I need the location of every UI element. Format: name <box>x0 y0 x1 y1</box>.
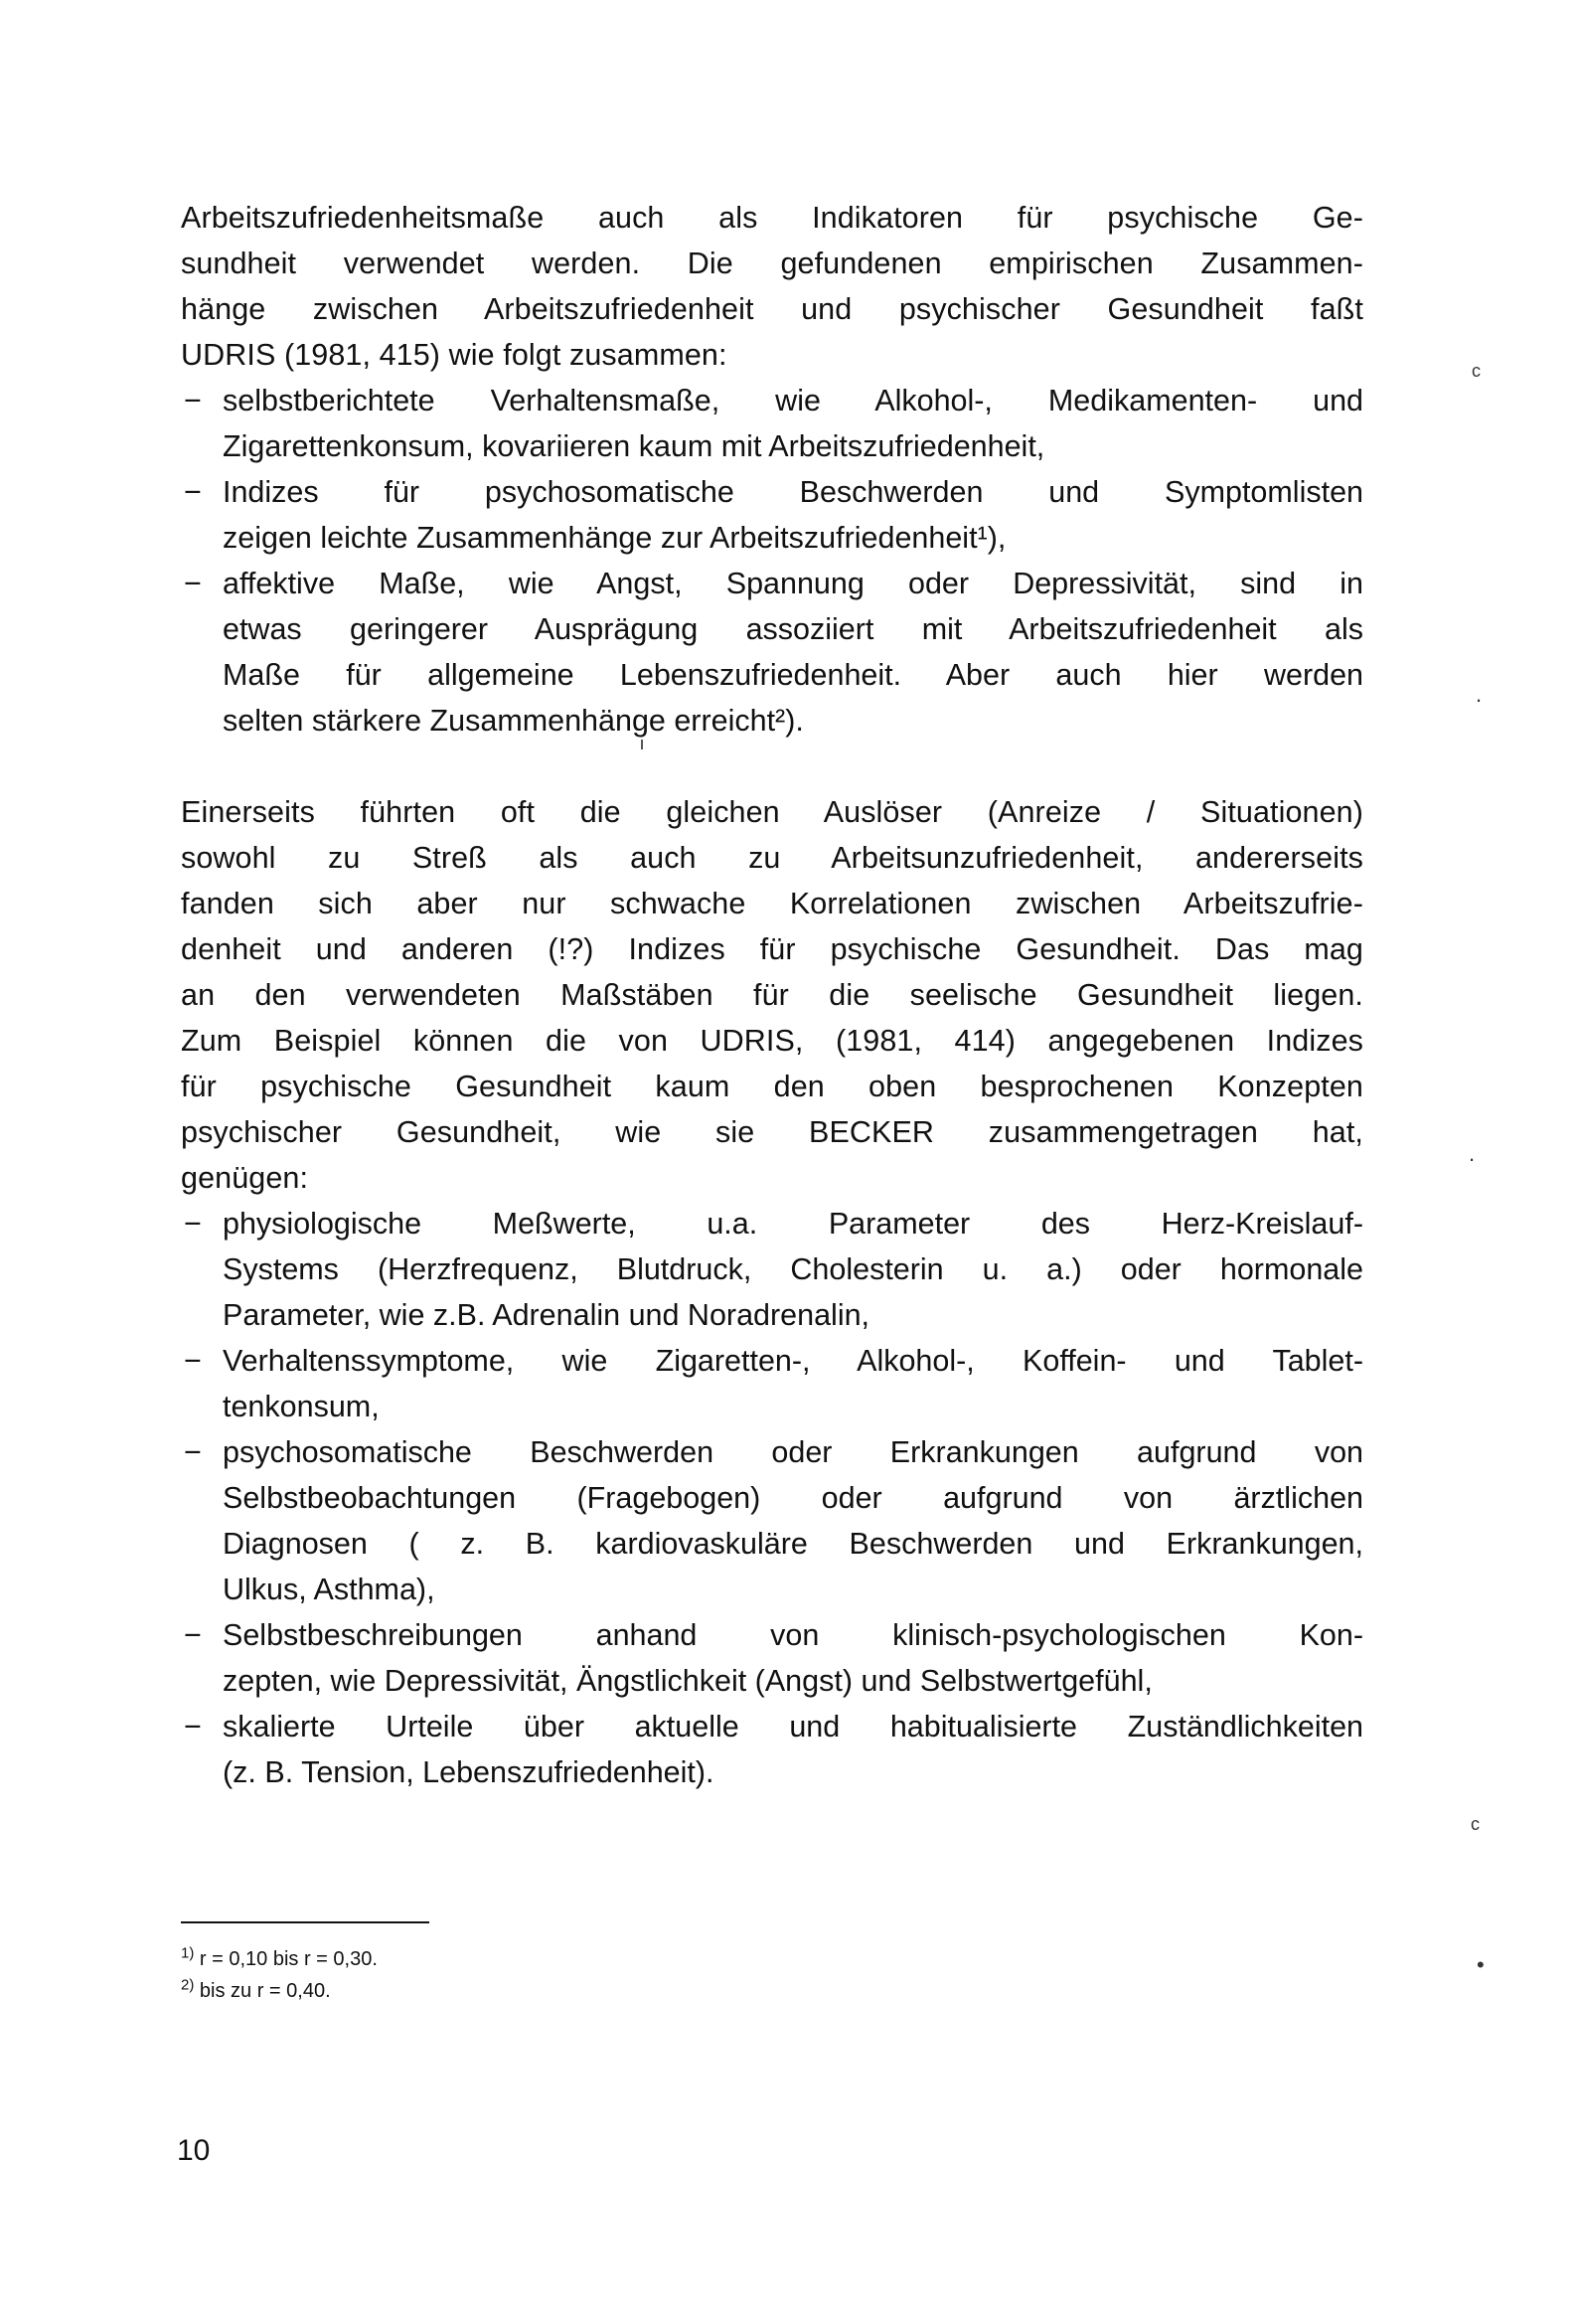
paragraph-2 <box>181 789 1363 1201</box>
list-item-line: Selbstbeobachtungen (Fragebogen) oder aufgrund von ärztlichen <box>223 1481 1363 1515</box>
footnote-text: r = 0,10 bis r = 0,30. <box>199 1948 378 1970</box>
list-item-line: physiologische Meßwerte, u.a. Parameter des Herz-Kreislauf- <box>223 1207 1363 1241</box>
list-dash: − <box>184 1618 202 1652</box>
list-dash: − <box>184 1435 202 1469</box>
paragraph-2-line: denheit und anderen (!?) Indizes für psychische Gesundheit. Das mag <box>181 932 1363 966</box>
list-item <box>181 1338 1363 1429</box>
list-item <box>181 1429 1363 1612</box>
list-dash: − <box>184 567 202 600</box>
paragraph-2-line: fanden sich aber nur schwache Korrelationen zwischen Arbeitszufrie- <box>181 887 1363 920</box>
list-item-line: affektive Maße, wie Angst, Spannung oder Depressivität, sind in <box>223 567 1363 600</box>
paragraph-1-line: hänge zwischen Arbeitszufriedenheit und psychischer Gesundheit faßt <box>181 292 1363 326</box>
list-item-line: Verhaltenssymptome, wie Zigaretten-, Alkohol-, Koffein- und Tablet- <box>223 1344 1363 1378</box>
list-item <box>181 378 1363 469</box>
list-item-line: Parameter, wie z.B. Adrenalin und Noradrenalin, <box>223 1298 870 1332</box>
stray-ink-mark <box>641 740 643 749</box>
list-item-line: Ulkus, Asthma), <box>223 1573 435 1606</box>
list-dash: − <box>184 475 202 509</box>
footnote-separator <box>181 1921 429 1923</box>
paragraph-2-line: Einerseits führten oft die gleichen Auslöser (Anreize / Situationen) <box>181 795 1363 829</box>
footnote-2 <box>181 1975 777 2007</box>
footnote-1 <box>181 1943 777 1975</box>
footnote-block <box>181 1943 777 2007</box>
list-item-line: selbstberichtete Verhaltensmaße, wie Alkohol-, Medikamenten- und <box>223 384 1363 417</box>
page-body <box>181 195 1363 1795</box>
list-item-line: tenkonsum, <box>223 1390 380 1423</box>
margin-mark: . <box>1469 1141 1476 1166</box>
list-item-line: zepten, wie Depressivität, Ängstlichkeit (Angst) und Selbstwertgefühl, <box>223 1664 1153 1698</box>
list-dash: − <box>184 1207 202 1241</box>
footnote-marker: 1) <box>181 1944 195 1962</box>
page-number: 10 <box>177 2134 211 2167</box>
margin-mark: c <box>1472 361 1481 381</box>
paragraph-spacer <box>181 744 1363 789</box>
paragraph-1-line: Arbeitszufriedenheitsmaße auch als Indikatoren für psychische Ge- <box>181 201 1363 235</box>
footnote-text: bis zu r = 0,40. <box>199 1980 331 2002</box>
margin-mark: c <box>1471 1814 1480 1834</box>
paragraph-1-line: UDRIS (1981, 415) wie folgt zusammen: <box>181 338 727 372</box>
list-item-line: Indizes für psychosomatische Beschwerden und Symptomlisten <box>223 475 1363 509</box>
dash-list-1 <box>181 378 1363 744</box>
list-item <box>181 561 1363 744</box>
list-item <box>181 1612 1363 1704</box>
list-item-line: selten stärkere Zusammenhänge erreicht²). <box>223 704 804 738</box>
paragraph-2-line: genügen: <box>181 1161 309 1195</box>
list-item-line: Zigarettenkonsum, kovariieren kaum mit Arbeitszufriedenheit, <box>223 429 1045 463</box>
list-item <box>181 1201 1363 1338</box>
paragraph-1 <box>181 195 1363 378</box>
list-dash: − <box>184 1344 202 1378</box>
list-item-line: psychosomatische Beschwerden oder Erkrankungen aufgrund von <box>223 1435 1363 1469</box>
paragraph-2-line: an den verwendeten Maßstäben für die seelische Gesundheit liegen. <box>181 978 1363 1012</box>
paragraph-2-line: sowohl zu Streß als auch zu Arbeitsunzufriedenheit, andererseits <box>181 841 1363 875</box>
list-item-line: Diagnosen ( z. B. kardiovaskuläre Beschwerden und Erkrankungen, <box>223 1527 1363 1561</box>
margin-mark: • <box>1477 1952 1485 1977</box>
list-item-line: Selbstbeschreibungen anhand von klinisch-psychologischen Kon- <box>223 1618 1363 1652</box>
list-item-line: Systems (Herzfrequenz, Blutdruck, Cholesterin u. a.) oder hormonale <box>223 1252 1363 1286</box>
list-item-line: Maße für allgemeine Lebenszufriedenheit. Aber auch hier werden <box>223 658 1363 692</box>
list-item-line: zeigen leichte Zusammenhänge zur Arbeitszufriedenheit¹), <box>223 521 1007 555</box>
paragraph-2-line: psychischer Gesundheit, wie sie BECKER zusammengetragen hat, <box>181 1115 1363 1149</box>
paragraph-2-line: für psychische Gesundheit kaum den oben besprochenen Konzepten <box>181 1070 1363 1103</box>
paragraph-1-line: sundheit verwendet werden. Die gefundenen empirischen Zusammen- <box>181 247 1363 280</box>
list-dash: − <box>184 1710 202 1743</box>
list-item-line: etwas geringerer Ausprägung assoziiert mit Arbeitszufriedenheit als <box>223 612 1363 646</box>
list-item <box>181 469 1363 561</box>
paragraph-2-line: Zum Beispiel können die von UDRIS, (1981, 414) angegebenen Indizes <box>181 1024 1363 1058</box>
list-item-line: skalierte Urteile über aktuelle und habitualisierte Zuständlichkeiten <box>223 1710 1363 1743</box>
list-item-line: (z. B. Tension, Lebenszufriedenheit). <box>223 1755 714 1789</box>
list-item <box>181 1704 1363 1795</box>
margin-mark: . <box>1476 682 1483 707</box>
list-dash: − <box>184 384 202 417</box>
dash-list-2 <box>181 1201 1363 1795</box>
footnote-marker: 2) <box>181 1976 195 1994</box>
